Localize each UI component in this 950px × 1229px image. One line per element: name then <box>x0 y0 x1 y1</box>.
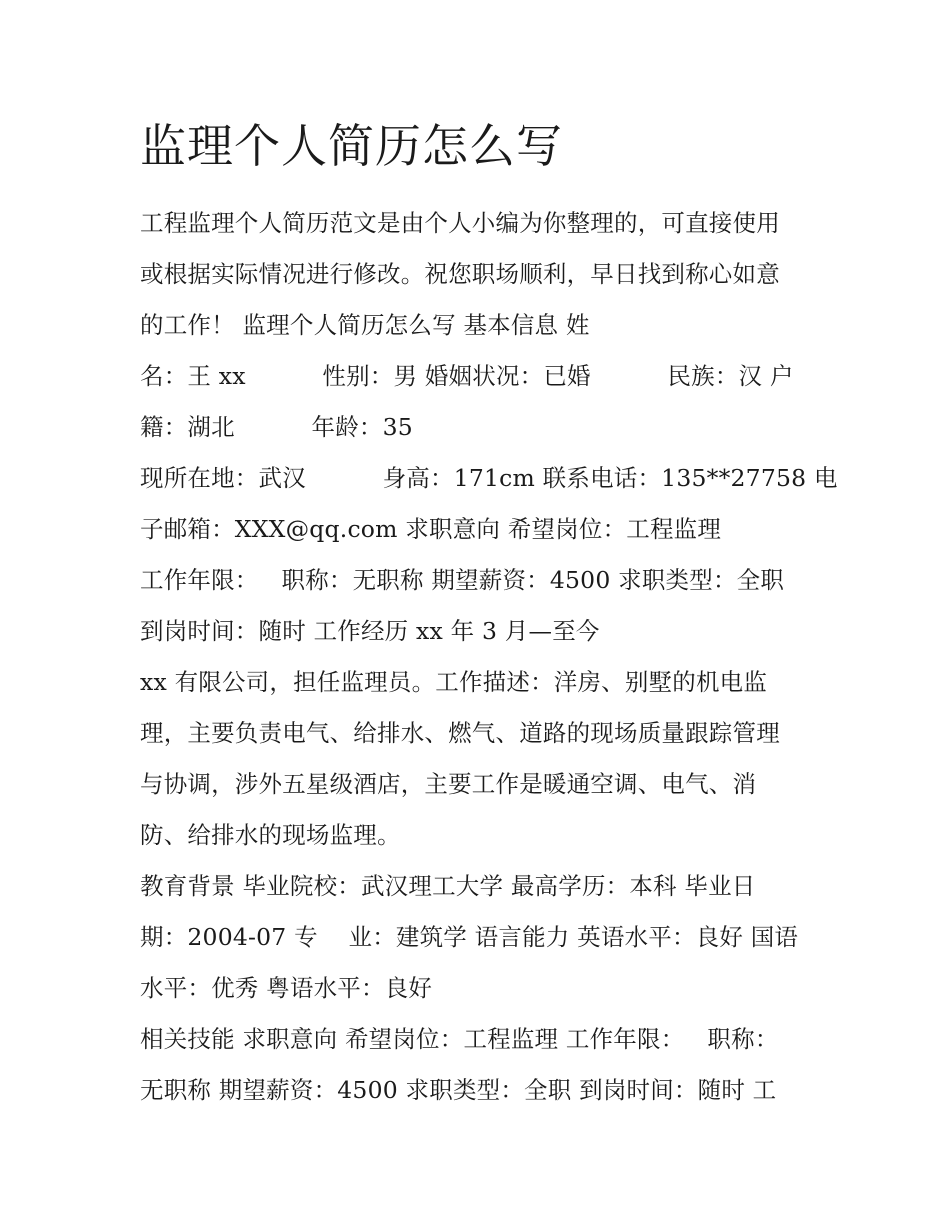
body-line: 或根据实际情况进行修改。祝您职场顺利，早日找到称心如意 <box>140 260 780 288</box>
body-line: 籍：湖北 年龄：35 <box>140 413 413 441</box>
body-line: 工程监理个人简历范文是由个人小编为你整理的，可直接使用 <box>140 209 780 237</box>
body-line: 教育背景 毕业院校：武汉理工大学 最高学历：本科 毕业日 <box>140 872 756 900</box>
document-body <box>140 198 838 1116</box>
body-line: 水平：优秀 粤语水平：良好 <box>140 974 433 1002</box>
body-line: xx 有限公司，担任监理员。工作描述：洋房、别墅的机电监 <box>140 668 768 696</box>
body-line: 期：2004-07 专 业：建筑学 语言能力 英语水平：良好 国语 <box>140 923 799 951</box>
body-line: 现所在地：武汉 身高：171cm 联系电话：135**27758 电 <box>140 464 838 492</box>
body-line: 无职称 期望薪资：4500 求职类型：全职 到岗时间：随时 工 <box>140 1076 777 1104</box>
body-line: 工作年限： 职称：无职称 期望薪资：4500 求职类型：全职 <box>140 566 785 594</box>
body-line: 名：王 xx 性别：男 婚姻状况：已婚 民族：汉 户 <box>140 362 794 390</box>
body-line: 到岗时间：随时 工作经历 xx 年 3 月—至今 <box>140 617 600 645</box>
body-line: 理，主要负责电气、给排水、燃气、道路的现场质量跟踪管理 <box>140 719 780 747</box>
body-line: 防、给排水的现场监理。 <box>140 821 401 849</box>
body-line: 与协调，涉外五星级酒店，主要工作是暖通空调、电气、消 <box>140 770 757 798</box>
document-title: 监理个人简历怎么写 <box>140 119 563 173</box>
body-line: 子邮箱：XXX@qq.com 求职意向 希望岗位：工程监理 <box>140 515 722 543</box>
body-line: 相关技能 求职意向 希望岗位：工程监理 工作年限： 职称： <box>140 1025 779 1053</box>
body-line: 的工作！ 监理个人简历怎么写 基本信息 姓 <box>140 311 590 339</box>
